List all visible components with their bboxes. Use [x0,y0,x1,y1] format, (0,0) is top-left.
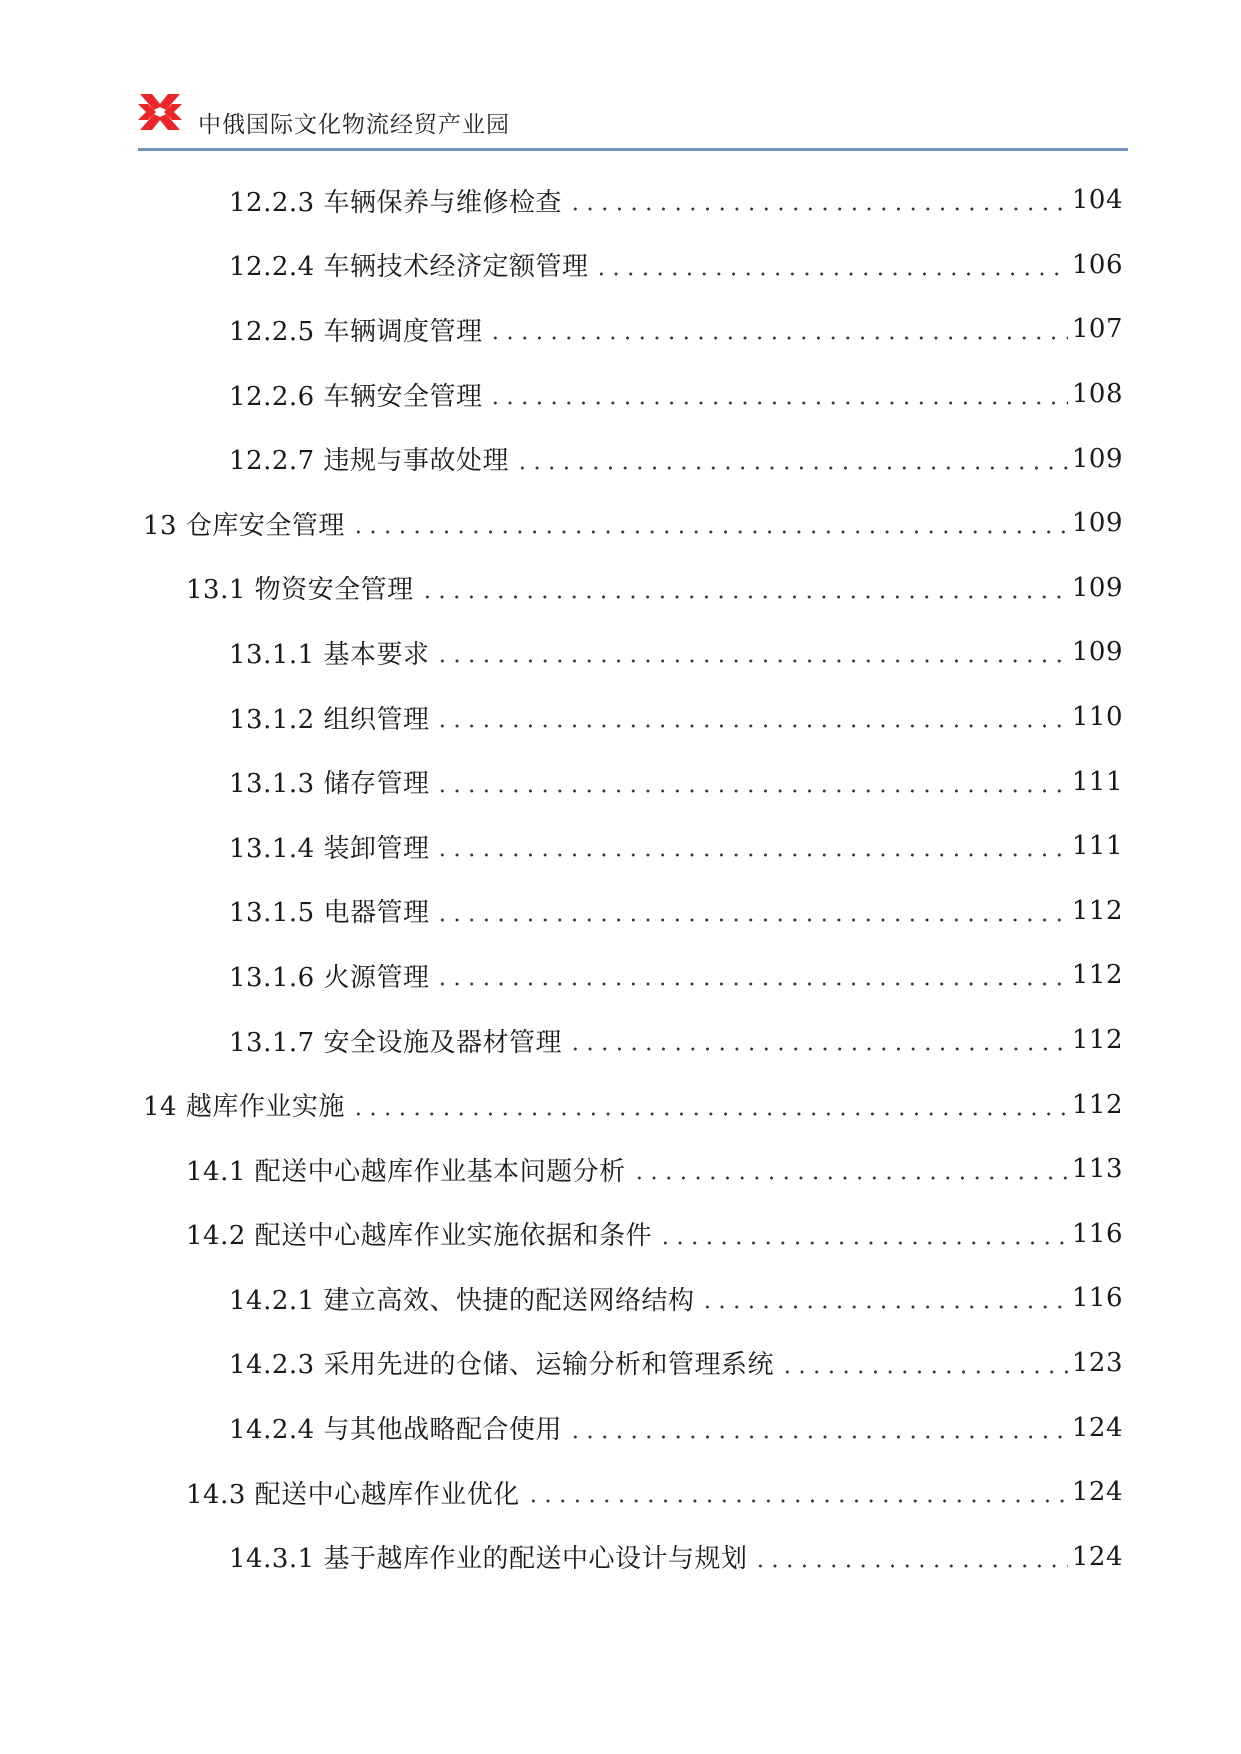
toc-entry-page-number: 109 [1071,637,1123,668]
toc-entry-title: 12.2.4 车辆技术经济定额管理 [229,246,590,283]
toc-entry[interactable] [0,362,1241,427]
toc-entry-title: 12.2.3 车辆保养与维修检查 [229,182,564,219]
toc-dot-leader [488,381,1067,407]
toc-entry-page-number: 112 [1071,960,1123,991]
toc-entry-title: 14 越库作业实施 [143,1086,347,1123]
toc-entry[interactable] [0,168,1241,233]
toc-entry-title: 13.1.4 装卸管理 [229,828,431,865]
toc-entry[interactable] [0,556,1241,621]
toc-entry[interactable] [0,297,1241,362]
toc-entry[interactable] [0,1524,1241,1589]
toc-dot-leader [780,1350,1068,1376]
toc-entry-title: 14.2.3 采用先进的仓储、运输分析和管理系统 [229,1344,776,1381]
toc-entry-page-number: 104 [1071,185,1123,216]
toc-entry[interactable] [0,620,1241,685]
toc-entry-title: 12.2.7 违规与事故处理 [229,440,511,477]
toc-entry-title: 14.2.4 与其他战略配合使用 [229,1409,564,1446]
toc-entry-page-number: 108 [1071,379,1123,410]
toc-dot-leader [568,1027,1068,1053]
toc-dot-leader [435,704,1067,730]
toc-dot-leader [568,187,1068,213]
toc-entry-page-number: 116 [1071,1218,1123,1249]
toc-entry[interactable] [0,1137,1241,1202]
toc-entry[interactable] [0,491,1241,556]
toc-entry-page-number: 109 [1071,443,1123,474]
toc-dot-leader [420,575,1068,601]
toc-dot-leader [351,1092,1068,1118]
header-title: 中俄国际文化物流经贸产业园 [198,112,510,138]
toc-entry-title: 12.2.6 车辆安全管理 [229,376,484,413]
toc-entry-page-number: 113 [1071,1154,1123,1185]
table-of-contents [0,168,1241,1589]
page-header [138,84,1128,154]
toc-entry[interactable] [0,1395,1241,1460]
toc-entry[interactable] [0,1008,1241,1073]
toc-entry-page-number: 107 [1071,314,1123,345]
toc-entry-title: 13 仓库安全管理 [143,505,347,542]
toc-entry[interactable] [0,1266,1241,1331]
toc-dot-leader [594,252,1067,278]
toc-entry-page-number: 124 [1071,1412,1123,1443]
toc-dot-leader [632,1156,1068,1182]
toc-entry[interactable] [0,685,1241,750]
toc-entry[interactable] [0,233,1241,298]
toc-dot-leader [435,769,1067,795]
header-divider [138,148,1128,151]
toc-entry-title: 13.1.3 储存管理 [229,763,431,800]
toc-entry-page-number: 124 [1071,1541,1123,1572]
toc-entry-title: 12.2.5 车辆调度管理 [229,311,484,348]
toc-entry[interactable] [0,1072,1241,1137]
toc-entry-page-number: 109 [1071,572,1123,603]
toc-dot-leader [658,1221,1068,1247]
toc-entry-title: 13.1.6 火源管理 [229,957,431,994]
toc-entry[interactable] [0,749,1241,814]
toc-entry-page-number: 111 [1071,766,1123,797]
toc-dot-leader [435,962,1067,988]
toc-dot-leader [526,1479,1068,1505]
toc-dot-leader [435,898,1067,924]
toc-entry[interactable] [0,879,1241,944]
toc-entry[interactable] [0,1202,1241,1267]
toc-entry-title: 13.1.1 基本要求 [229,634,431,671]
toc-dot-leader [753,1544,1067,1570]
toc-dot-leader [488,316,1067,342]
toc-entry-page-number: 112 [1071,1025,1123,1056]
toc-entry-page-number: 123 [1071,1347,1123,1378]
toc-dot-leader [700,1285,1067,1311]
toc-entry-page-number: 124 [1071,1477,1123,1508]
toc-entry[interactable] [0,426,1241,491]
toc-entry-page-number: 112 [1071,895,1123,926]
toc-entry-page-number: 112 [1071,1089,1123,1120]
toc-entry[interactable] [0,943,1241,1008]
toc-entry-page-number: 110 [1071,702,1123,733]
toc-dot-leader [515,446,1068,472]
toc-entry-title: 13.1.7 安全设施及器材管理 [229,1022,564,1059]
toc-entry-page-number: 106 [1071,249,1123,280]
toc-entry[interactable] [0,814,1241,879]
toc-entry-title: 14.3 配送中心越库作业优化 [186,1474,522,1511]
toc-dot-leader [435,639,1067,665]
toc-entry-page-number: 111 [1071,831,1123,862]
company-logo-icon [138,90,182,134]
toc-entry[interactable] [0,1460,1241,1525]
toc-entry-title: 14.2 配送中心越库作业实施依据和条件 [186,1215,654,1252]
toc-dot-leader [435,833,1067,859]
toc-entry-title: 13.1 物资安全管理 [186,569,416,606]
toc-dot-leader [568,1415,1068,1441]
toc-dot-leader [351,510,1068,536]
toc-entry-title: 14.2.1 建立高效、快捷的配送网络结构 [229,1280,696,1317]
toc-entry[interactable] [0,1331,1241,1396]
toc-entry-title: 14.3.1 基于越库作业的配送中心设计与规划 [229,1538,749,1575]
toc-entry-title: 13.1.2 组织管理 [229,699,431,736]
toc-entry-title: 14.1 配送中心越库作业基本问题分析 [186,1151,628,1188]
toc-entry-page-number: 116 [1071,1283,1123,1314]
toc-entry-title: 13.1.5 电器管理 [229,892,431,929]
toc-entry-page-number: 109 [1071,508,1123,539]
